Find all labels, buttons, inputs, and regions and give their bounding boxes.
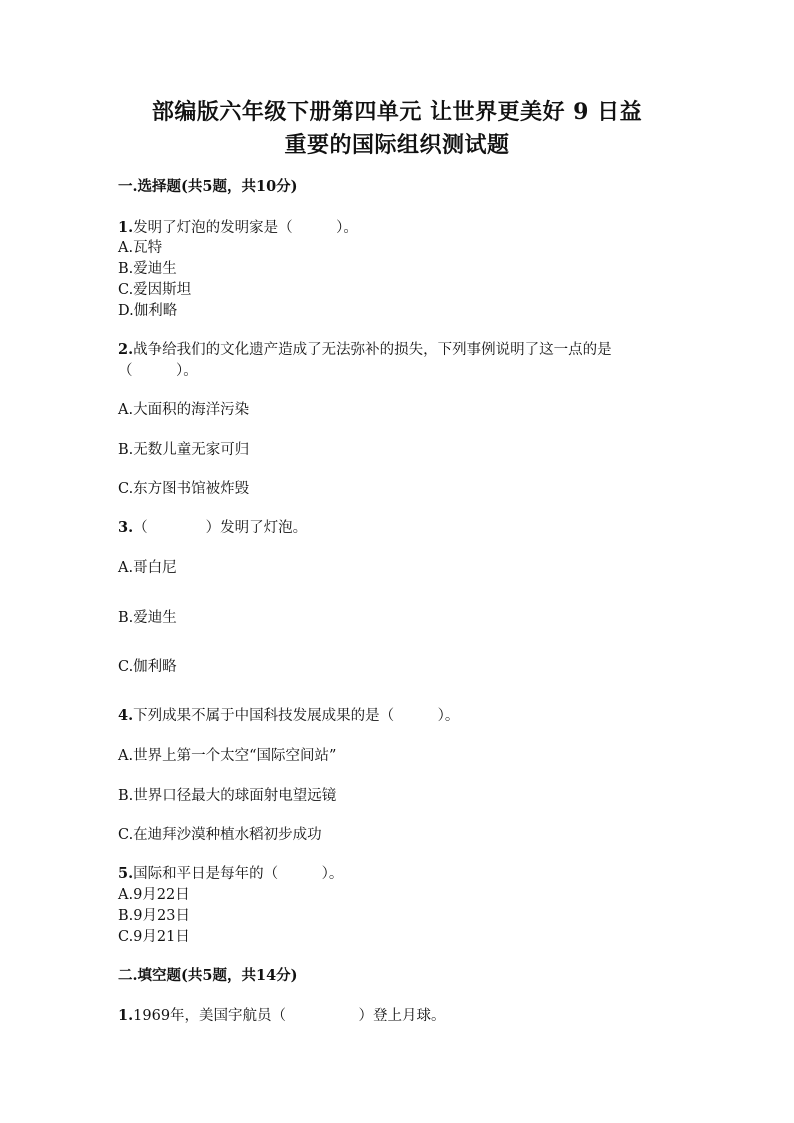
question-4-option-b: B.世界口径最大的球面射电望远镜 <box>118 788 337 804</box>
document-title-line-2: 重要的国际组织测试题 <box>284 132 510 158</box>
question-5-option-b: B.9月23日 <box>118 908 190 924</box>
question-2-option-a: A.大面积的海洋污染 <box>118 402 250 418</box>
question-text: 国际和平日是每年的（ ）。 <box>133 866 344 882</box>
question-5 <box>118 864 343 884</box>
question-text: 下列成果不属于中国科技发展成果的是（ ）。 <box>133 708 460 724</box>
question-text: （ ）发明了灯泡。 <box>133 520 308 536</box>
question-number: 1. <box>118 1007 134 1024</box>
question-3-option-c: C.伽利略 <box>118 659 177 675</box>
question-2-option-c: C.东方图书馆被炸毁 <box>118 481 250 497</box>
question-number: 4. <box>118 707 134 724</box>
question-number: 1. <box>118 219 134 236</box>
question-5-option-a: A.9月22日 <box>118 887 190 903</box>
question-number: 2. <box>118 341 134 358</box>
question-3-option-a: A.哥白尼 <box>118 560 177 576</box>
question-3-option-b: B.爱迪生 <box>118 610 177 626</box>
question-1 <box>118 218 358 238</box>
document-title-line-1: 部编版六年级下册第四单元 让世界更美好 9 日益 <box>151 99 643 125</box>
question-2-text-continued: （ ）。 <box>118 363 198 379</box>
question-5-option-c: C.9月21日 <box>118 929 190 945</box>
question-1-option-a: A.瓦特 <box>118 240 163 256</box>
question-2-option-b: B.无数儿童无家可归 <box>118 442 250 458</box>
section-heading-choice: 一.选择题(共5题，共10分) <box>118 178 298 195</box>
section-heading-fill-in: 二.填空题(共5题，共14分) <box>118 967 298 984</box>
question-text: 发明了灯泡的发明家是（ ）。 <box>133 220 358 236</box>
question-1-option-c: C.爱因斯坦 <box>118 282 192 298</box>
question-text: 1969年，美国宇航员（ ）登上月球。 <box>133 1008 446 1024</box>
question-4-option-c: C.在迪拜沙漠种植水稻初步成功 <box>118 827 322 843</box>
question-number: 3. <box>118 519 134 536</box>
question-4-option-a: A.世界上第一个太空“国际空间站” <box>118 748 337 764</box>
question-1-option-d: D.伽利略 <box>118 303 178 319</box>
question-4 <box>118 706 459 726</box>
question-number: 5. <box>118 865 134 882</box>
question-3 <box>118 518 307 538</box>
question-text: 战争给我们的文化遗产造成了无法弥补的损失，下列事例说明了这一点的是 <box>133 342 612 358</box>
question-1-option-b: B.爱迪生 <box>118 261 177 277</box>
question-2 <box>118 340 612 360</box>
fill-in-question-1 <box>118 1006 446 1026</box>
